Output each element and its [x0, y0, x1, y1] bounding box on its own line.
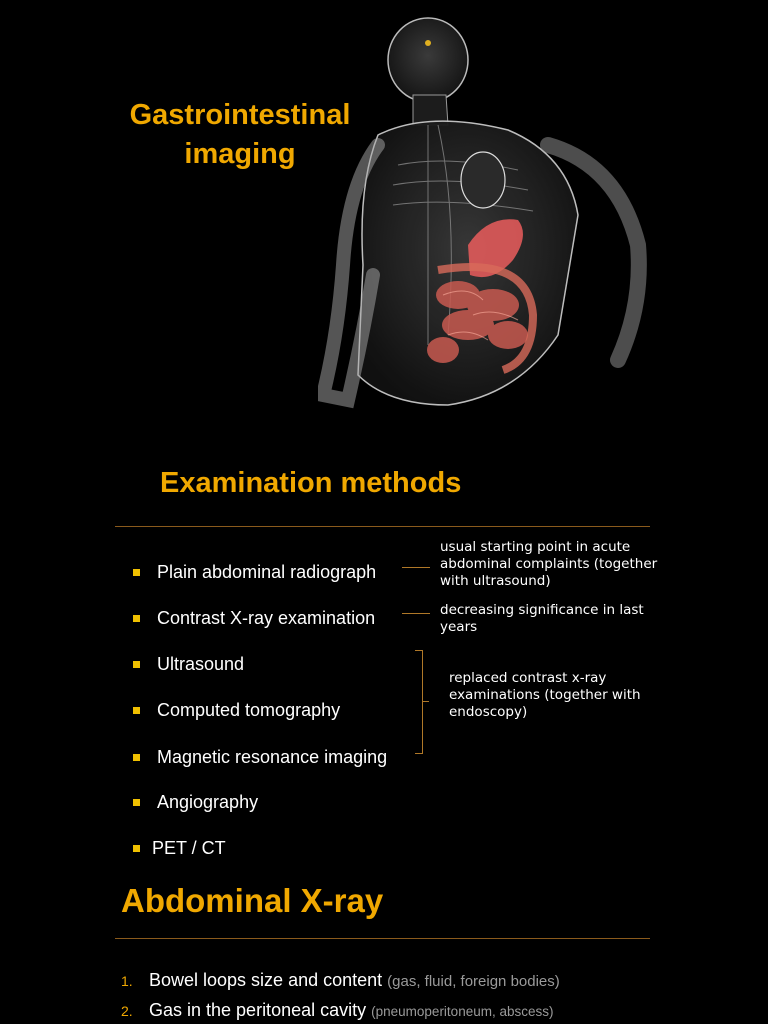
list-item — [121, 970, 560, 991]
slide1-title-line2: imaging — [184, 138, 296, 170]
connector-line — [402, 567, 430, 568]
method-item — [133, 606, 375, 630]
square-bullet-icon — [133, 799, 140, 806]
method-item — [133, 790, 258, 814]
anatomy-xray-figure-icon — [318, 15, 658, 415]
note-contrast-xray: decreasing significance in last years — [440, 602, 644, 635]
method-label: Angiography — [157, 792, 259, 812]
method-item — [133, 560, 376, 584]
square-bullet-icon — [133, 661, 140, 668]
method-label: PET / CT — [152, 838, 226, 858]
slide1-title-line1: Gastrointestinal — [129, 99, 351, 131]
item-number: 1. — [121, 973, 133, 989]
bracket-tick — [423, 701, 429, 702]
method-label: Magnetic resonance imaging — [157, 747, 388, 767]
connector-line — [402, 613, 430, 614]
examination-methods-title: Examination methods — [160, 467, 462, 499]
square-bullet-icon — [133, 845, 140, 852]
abdominal-xray-title: Abdominal X-ray — [121, 882, 384, 919]
square-bullet-icon — [133, 707, 140, 714]
item-number: 2. — [121, 1003, 133, 1019]
grouping-bracket — [415, 650, 423, 754]
method-item — [133, 698, 340, 722]
method-label: Ultrasound — [157, 654, 245, 674]
item-detail: (gas, fluid, foreign bodies) — [387, 973, 560, 990]
note-cross-sectional: replaced contrast x-ray examinations (together with endoscopy) — [449, 670, 641, 720]
item-detail: (pneumoperitoneum, abscess) — [371, 1004, 554, 1019]
note-plain-radiograph: usual starting point in acute abdominal complaints (together with ultrasound) — [440, 539, 658, 589]
item-main: Gas in the peritoneal cavity — [149, 1000, 367, 1020]
method-item — [133, 836, 226, 860]
method-label: Computed tomography — [157, 700, 341, 720]
method-item — [133, 652, 244, 676]
divider — [115, 526, 650, 527]
method-item — [133, 745, 387, 769]
method-label: Plain abdominal radiograph — [157, 562, 377, 582]
divider — [115, 938, 650, 939]
square-bullet-icon — [133, 569, 140, 576]
method-label: Contrast X-ray examination — [157, 608, 376, 628]
item-main: Bowel loops size and content — [149, 970, 383, 990]
list-item — [121, 1000, 553, 1021]
square-bullet-icon — [133, 754, 140, 761]
square-bullet-icon — [133, 615, 140, 622]
